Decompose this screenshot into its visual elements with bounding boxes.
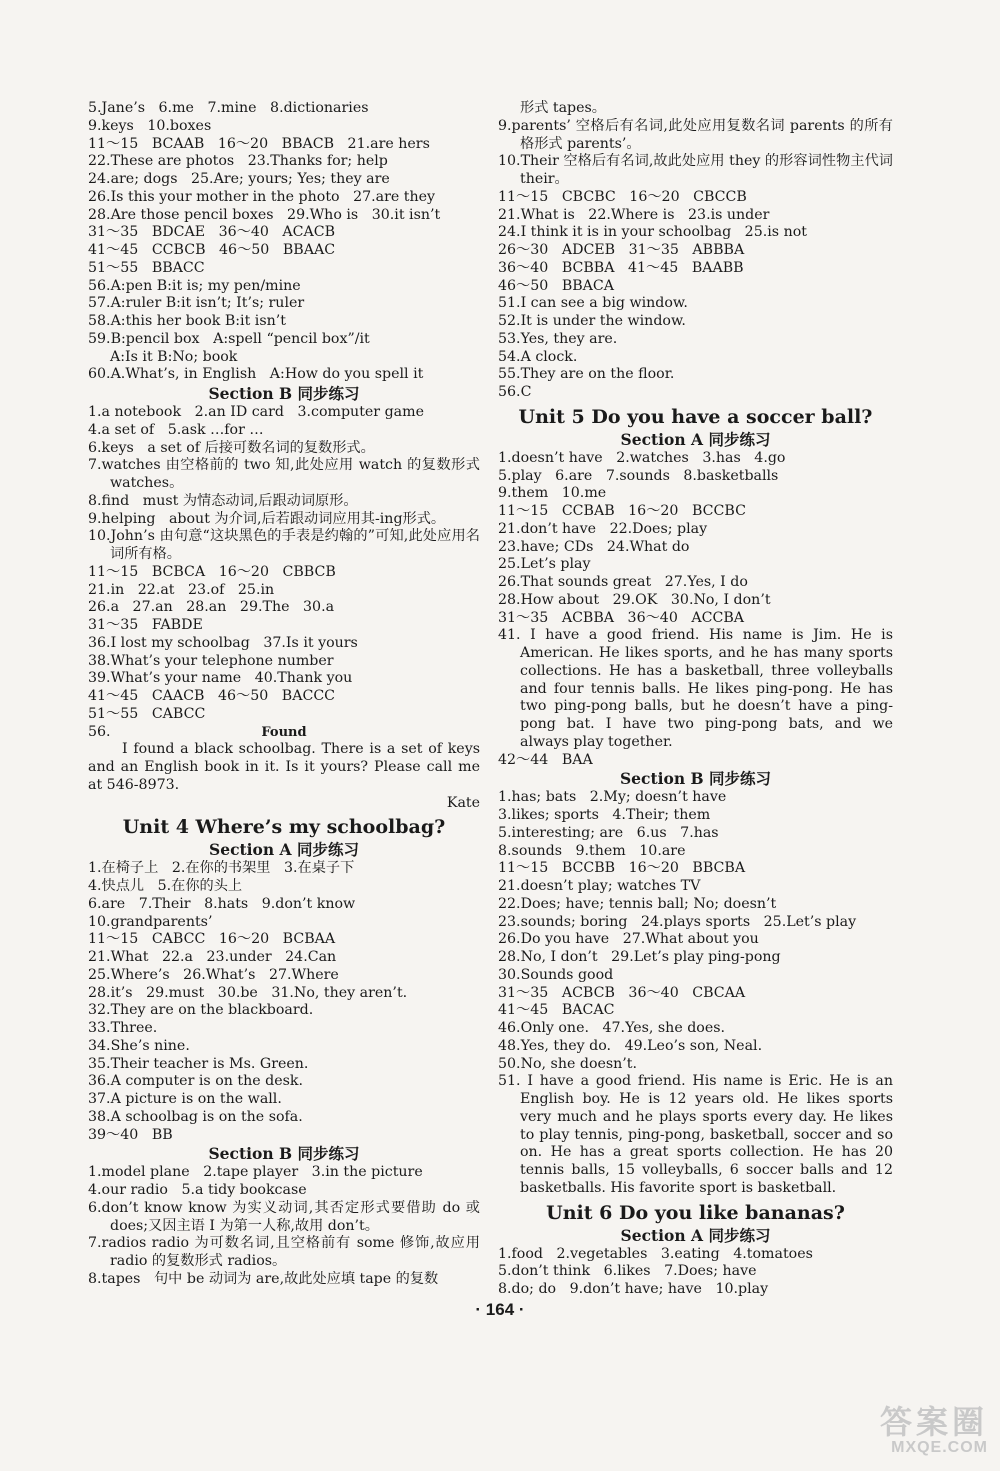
answer-line: 5.play 6.are 7.sounds 8.basketballs	[498, 467, 779, 484]
answer-line: 1.在椅子上 2.在你的书架里 3.在桌子下	[88, 860, 355, 877]
answer-line: 51.I can see a big window.	[498, 295, 688, 312]
answer-line: 28.it’s 29.must 30.be 31.No, they aren’t.	[88, 984, 408, 1001]
answer-line: 28.No, I don’t 29.Let’s play ping-pong	[498, 949, 781, 965]
answer-line: 10.John’s 由句意“这块黑色的手表是约翰的”可知,此处应用名词所有格。	[88, 528, 480, 562]
answer-line: 25.Where’s 26.What’s 27.Where	[88, 966, 339, 983]
answer-line: 38.What’s your telephone number	[88, 652, 334, 669]
answer-line: 26.a 27.an 28.an 29.The 30.a	[88, 599, 335, 616]
section-heading: Section B 同步练习	[208, 384, 360, 403]
answer-line: 9.keys 10.boxes	[88, 117, 212, 134]
section-heading: Section B 同步练习	[619, 769, 772, 789]
answer-column-right	[498, 100, 893, 1299]
answer-line: 58.A:this her book B:it isn’t	[88, 313, 286, 329]
answer-line: 31～35 BDCAE 36～40 ACACB	[88, 224, 336, 241]
found-title: Found	[261, 724, 307, 740]
answer-line: 9.helping about 为介词,后若跟动词应用其-ing形式。	[88, 510, 446, 527]
answer-line: 9.parents’ 空格后有名词,此处应用复数名词 parents 的所有格形式 parents’。	[498, 117, 893, 152]
answer-line: 形式 tapes。	[520, 100, 606, 116]
answer-line: A:Is it B:No; book	[110, 348, 238, 365]
answer-line: 22.Does; have; tennis ball; No; doesn’t	[498, 895, 777, 912]
answer-line: 59.B:pencil box A:spell “pencil box”/it	[88, 330, 370, 347]
answer-line: 11～15 CABCC 16～20 BCBAA	[88, 931, 336, 948]
answer-line: 26.That sounds great 27.Yes, I do	[498, 574, 748, 590]
answer-line: 4.快点儿 5.在你的头上	[88, 878, 243, 894]
answer-line: 26.Is this your mother in the photo 27.are they	[88, 188, 436, 205]
answer-line: 4.a set of 5.ask …for …	[88, 421, 264, 438]
answer-line: 8.sounds 9.them 10.are	[498, 842, 686, 859]
answer-line: 56.C	[498, 384, 532, 400]
section-heading: Section A 同步练习	[209, 840, 359, 860]
answer-line: 8.find must 为情态动词,后跟动词原形。	[88, 492, 358, 509]
answer-line: 53.Yes, they are.	[498, 330, 618, 347]
answer-line: 21.doesn’t play; watches TV	[498, 878, 701, 894]
answer-line: 51～55 CABCC	[88, 705, 206, 722]
watermark-url: MXQE.COM	[891, 1439, 988, 1456]
answer-paragraph: I found a black schoolbag. There is a set of keys and an English book in it. Is it yours? Please call me at 546-8973.	[88, 741, 480, 793]
answer-line: 10.Their 空格后有名词,故此处应用 they 的形容词性物主代词 their。	[498, 153, 893, 187]
answer-line: 7.watches 由空格前的 two 知,此处应用 watch 的复数形式 watches。	[88, 457, 480, 491]
answer-line: 3.likes; sports 4.Their; them	[498, 807, 711, 823]
answer-line: 26～30 ADCEB 31～35 ABBBA	[498, 242, 745, 258]
watermark-text: 答案圈	[879, 1404, 988, 1440]
answer-paragraph: 41. I have a good friend. His name is Jim. He is American. He likes sports, and he has many sports collections. He has a basketball, three volleyballs and four tennis balls. He likes ping-pong. He has two ping-pong balls, but he doesn’t have a ping-pong bat. I have two ping-pong bats, and we always play together.	[498, 627, 893, 750]
answer-line: 21.What is 22.Where is 23.is under	[498, 206, 770, 223]
answer-column-left	[88, 100, 480, 1289]
answer-line: 8.do; do 9.don’t have; have 10.play	[498, 1281, 769, 1297]
answer-line: 5.Jane’s 6.me 7.mine 8.dictionaries	[88, 100, 369, 116]
answer-line: 10.grandparents’	[88, 913, 213, 930]
answer-line: 11～15 CCBAB 16～20 BCCBC	[498, 503, 746, 519]
answer-line: 41～45 CCBCB 46～50 BBAAC	[88, 242, 336, 258]
answer-paragraph: 51. I have a good friend. His name is Eric. He is an English boy. He is 12 years old. He likes sports very much and he plays sports every day. He likes to play tennis, ping-pong, basketball, soccer and so on. He has a great sports collection. He has 20 tennis balls, 15 volleyballs, 6 soccer balls and 12 basketballs. His favorite sport is basketball.	[498, 1073, 893, 1196]
answer-line: 56.A:pen B:it is; my pen/mine	[88, 277, 301, 294]
answer-line: 46.Only one. 47.Yes, she does.	[498, 1020, 726, 1036]
answer-line: 11～15 BCBCA 16～20 CBBCB	[88, 563, 336, 580]
answer-line: 28.Are those pencil boxes 29.Who is 30.it isn’t	[88, 206, 441, 223]
answer-line: 39～40 BB	[88, 1126, 173, 1143]
answer-line: 50.No, she doesn’t.	[498, 1055, 638, 1072]
answer-line: 1.food 2.vegetables 3.eating 4.tomatoes	[498, 1245, 813, 1262]
answer-line: 57.A:ruler B:it isn’t; It’s; ruler	[88, 295, 305, 312]
answer-line: 42～44 BAA	[498, 751, 593, 768]
answer-line: 11～15 CBCBC 16～20 CBCCB	[498, 188, 747, 205]
answer-line: 37.A picture is on the wall.	[88, 1091, 282, 1107]
section-heading: Section B 同步练习	[208, 1144, 360, 1164]
answer-line: 39.What’s your name 40.Thank you	[88, 670, 353, 687]
answer-line: 1.doesn’t have 2.watches 3.has 4.go	[498, 449, 786, 466]
page-number: · 164 ·	[475, 1300, 525, 1319]
answer-line: 1.model plane 2.tape player 3.in the picture	[88, 1164, 423, 1181]
answer-line: 5.interesting; are 6.us 7.has	[498, 824, 719, 841]
answer-line: 32.They are on the blackboard.	[88, 1002, 314, 1019]
answer-line: 54.A clock.	[498, 348, 578, 365]
signature-line: Kate	[446, 794, 480, 811]
answer-line: 11～15 BCAAB 16～20 BBACB 21.are hers	[88, 135, 430, 152]
answer-line: 28.How about 29.OK 30.No, I don’t	[498, 591, 771, 608]
answer-line: 6.keys a set of 后接可数名词的复数形式。	[88, 439, 375, 456]
answer-line: 22.These are photos 23.Thanks for; help	[88, 153, 388, 170]
answer-line: 21.What 22.a 23.under 24.Can	[88, 949, 337, 965]
answer-line: 23.sounds; boring 24.plays sports 25.Let’s play	[498, 913, 857, 930]
answer-line: 21.in 22.at 23.of 25.in	[88, 581, 275, 598]
answer-line: 30.Sounds good	[498, 966, 614, 983]
answer-line: 34.She’s nine.	[88, 1037, 190, 1054]
answer-line: 55.They are on the floor.	[498, 366, 675, 383]
answer-line: 52.It is under the window.	[498, 313, 686, 329]
unit-heading: Unit 4 Where’s my schoolbag?	[122, 816, 446, 839]
answer-line: 36.A computer is on the desk.	[88, 1073, 303, 1090]
answer-line: 6.don’t know know 为实义动词,其否定形式要借助 do 或 does;又因主语 I 为第一人称,故用 don’t。	[88, 1199, 480, 1234]
answer-line: 31～35 ACBBA 36～40 ACCBA	[498, 609, 745, 626]
section-heading: Section A 同步练习	[620, 429, 771, 449]
answer-line: 33.Three.	[88, 1020, 158, 1036]
answer-line: 46～50 BBACA	[498, 277, 615, 294]
answer-line: 11～15 BCCBB 16～20 BBCBA	[498, 860, 746, 877]
answer-line: 48.Yes, they do. 49.Leo’s son, Neal.	[498, 1037, 763, 1054]
answer-line: 7.radios radio 为可数名词,且空格前有 some 修饰,故应用 radio 的复数形式 radios。	[88, 1235, 480, 1269]
answer-line: 51～55 BBACC	[88, 259, 205, 276]
answer-line: 6.are 7.Their 8.hats 9.don’t know	[88, 895, 356, 912]
answer-line: 31～35 ACBCB 36～40 CBCAA	[498, 984, 746, 1001]
answer-line: 38.A schoolbag is on the sofa.	[88, 1108, 303, 1125]
answer-line: 35.Their teacher is Ms. Green.	[88, 1055, 309, 1072]
answer-line: 21.don’t have 22.Does; play	[498, 520, 708, 537]
answer-line: 5.don’t think 6.likes 7.Does; have	[498, 1263, 757, 1280]
answer-line: 36～40 BCBBA 41～45 BAABB	[498, 259, 744, 276]
answer-line: 56.	[88, 723, 111, 740]
answer-line: 24.are; dogs 25.Are; yours; Yes; they are	[88, 171, 390, 187]
unit-heading: Unit 5 Do you have a soccer ball?	[518, 405, 873, 428]
answer-line: 1.a notebook 2.an ID card 3.computer game	[88, 404, 424, 420]
answer-line: 4.our radio 5.a tidy bookcase	[88, 1182, 307, 1198]
answer-line: 41～45 CAACB 46～50 BACCC	[88, 688, 336, 704]
unit-heading: Unit 6 Do you like bananas?	[546, 1201, 845, 1224]
answer-line: 1.has; bats 2.My; doesn’t have	[498, 789, 727, 806]
answer-line: 25.Let’s play	[498, 556, 591, 573]
answer-line: 31～35 FABDE	[88, 617, 203, 633]
answer-line: 26.Do you have 27.What about you	[498, 931, 759, 948]
section-heading: Section A 同步练习	[620, 1225, 771, 1245]
watermark-logo	[808, 1405, 988, 1463]
answer-line: 60.A.What’s, in English A:How do you spell it	[88, 366, 424, 383]
answer-line: 36.I lost my schoolbag 37.Is it yours	[88, 634, 358, 651]
answer-line: 24.I think it is in your schoolbag 25.is not	[498, 224, 807, 241]
answer-line: 8.tapes 句中 be 动词为 are,故此处应填 tape 的复数	[88, 1270, 439, 1287]
answer-line: 23.have; CDs 24.What do	[498, 538, 690, 555]
answer-line: 9.them 10.me	[498, 485, 607, 502]
answer-line: 41～45 BACAC	[498, 1002, 615, 1019]
